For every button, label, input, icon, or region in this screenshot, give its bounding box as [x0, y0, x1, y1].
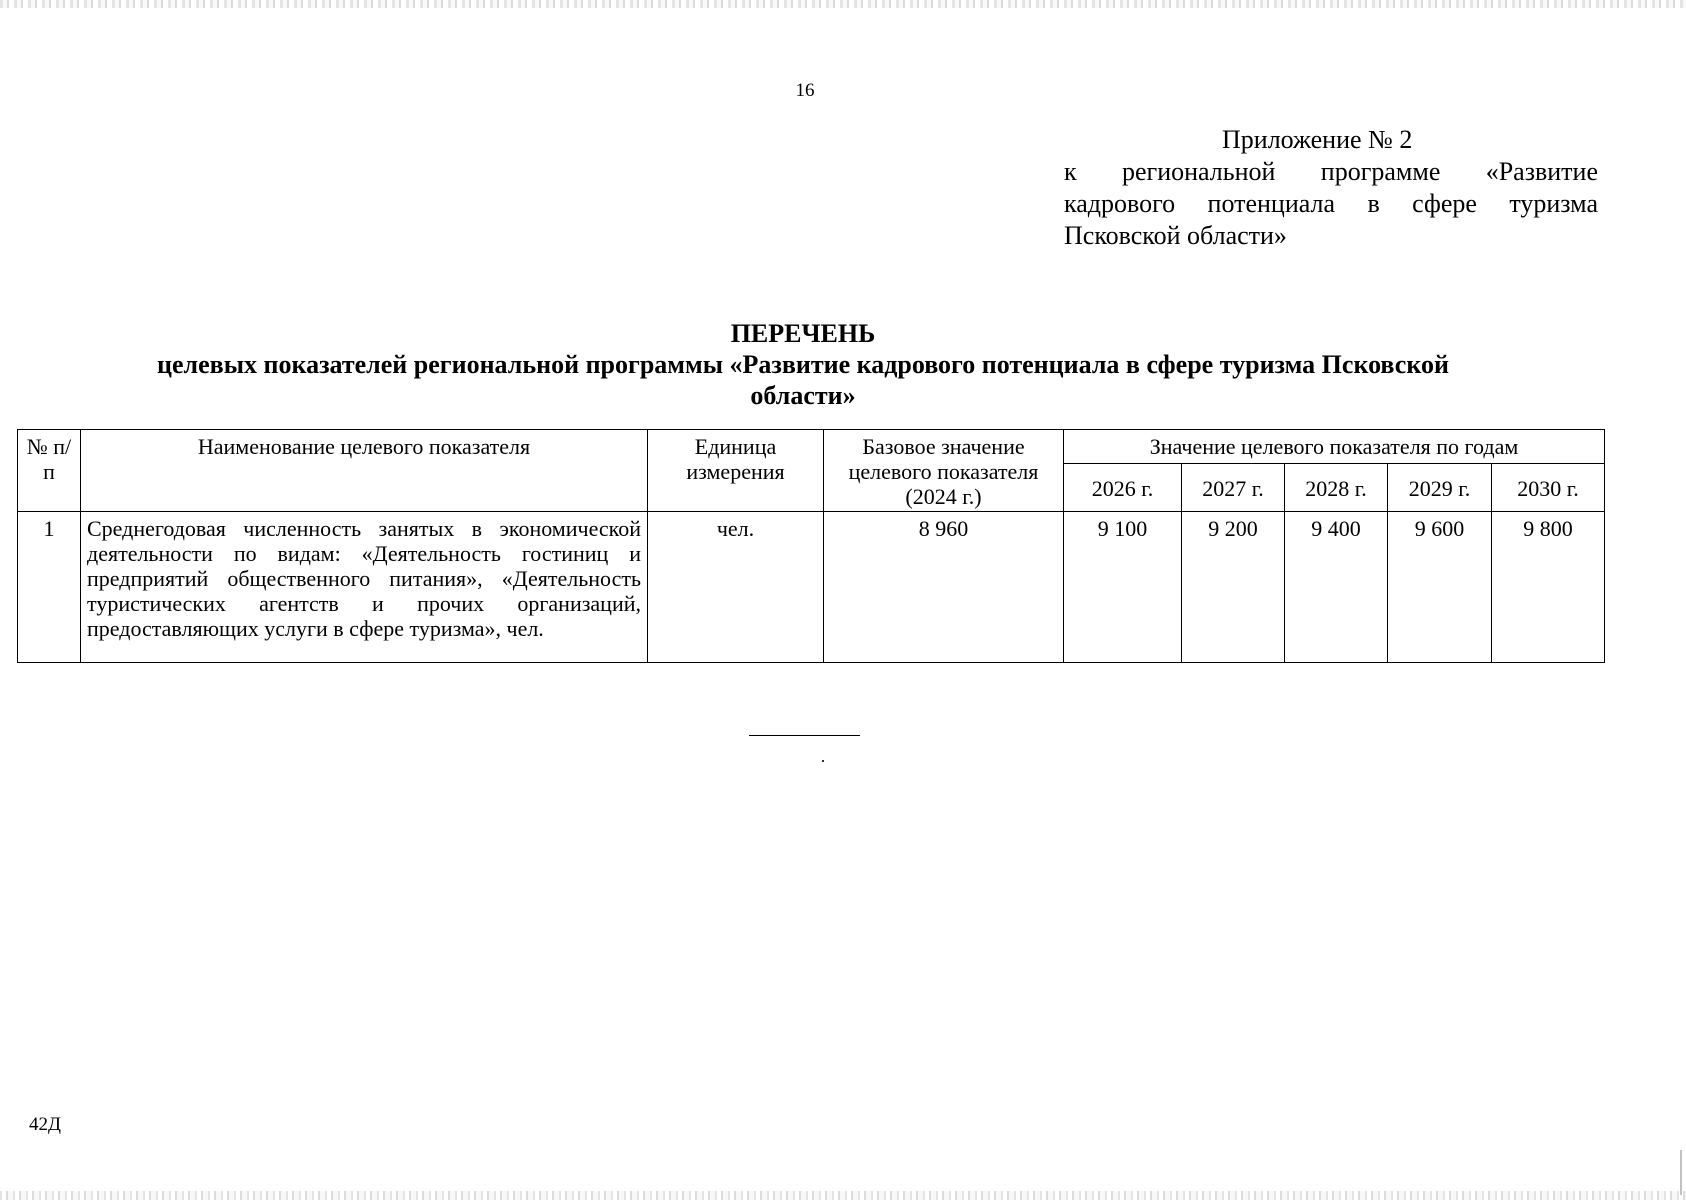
year-value: 9 200 — [1182, 512, 1285, 663]
page-number: 16 — [795, 80, 815, 101]
unit-value: чел. — [648, 512, 824, 663]
document-code: 42Д — [29, 1114, 61, 1135]
year-value: 9 400 — [1285, 512, 1388, 663]
header-year: 2028 г. — [1285, 464, 1388, 512]
header-year: 2030 г. — [1492, 464, 1605, 512]
annex-reference: к региональной программе «Развитие кадрового потенциала в сфере туризма Псковской области» — [1064, 157, 1598, 250]
header-year: 2029 г. — [1388, 464, 1492, 512]
year-value: 9 100 — [1064, 512, 1182, 663]
heading-title: ПЕРЕЧЕНЬ — [730, 319, 876, 348]
annex-block — [1064, 124, 1598, 252]
scan-edge-bottom — [0, 1191, 1686, 1200]
header-unit: Единица измерения — [648, 430, 824, 512]
header-base-value: Базовое значение целевого показателя (2024 г.) — [824, 430, 1064, 512]
row-number: 1 — [18, 512, 81, 663]
scan-speck — [822, 760, 824, 762]
heading-subtitle: целевых показателей региональной программы «Развитие кадрового потенциала в сфере туризма Псковской области» — [157, 350, 1449, 410]
indicator-name: Среднегодовая численность занятых в экономической деятельности по видам: «Деятельность гостиниц и предприятий общественного питания», «Деятельность туристических агентств и прочих организаций, предоставляющих услуги в сфере туризма», чел. — [81, 512, 648, 663]
header-number: № п/п — [18, 430, 81, 512]
annex-title: Приложение № 2 — [1222, 125, 1413, 154]
scan-edge-right — [1680, 1150, 1682, 1195]
header-year: 2027 г. — [1182, 464, 1285, 512]
year-value: 9 600 — [1388, 512, 1492, 663]
scan-edge-top — [0, 0, 1686, 8]
indicators-table — [17, 429, 1605, 663]
document-heading — [40, 318, 1566, 411]
header-row-top — [18, 430, 1605, 464]
header-indicator-name: Наименование целевого показателя — [81, 430, 648, 512]
header-year: 2026 г. — [1064, 464, 1182, 512]
header-years-group: Значение целевого показателя по годам — [1064, 430, 1605, 464]
base-value: 8 960 — [824, 512, 1064, 663]
table-row — [18, 512, 1605, 663]
year-value: 9 800 — [1492, 512, 1605, 663]
closing-rule — [749, 735, 860, 736]
